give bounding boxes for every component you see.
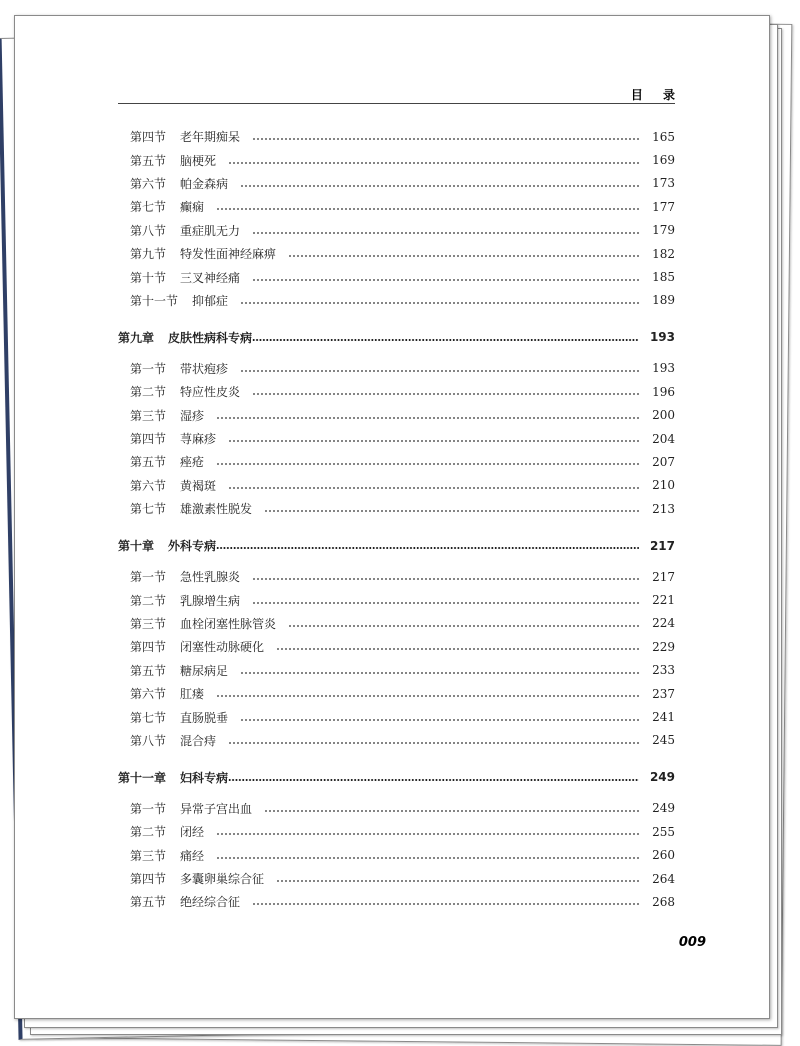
entry-number: 第五节 — [130, 455, 167, 470]
entry-number: 第四节 — [130, 640, 167, 655]
entry-title: 重症肌无力 — [180, 223, 241, 238]
toc-section-entry[interactable] — [118, 172, 675, 195]
entry-title: 外科专病 — [168, 539, 217, 554]
dot-leader — [216, 695, 639, 697]
toc-section-entry[interactable] — [118, 450, 675, 473]
toc-section-entry[interactable] — [118, 474, 675, 497]
entry-title: 痛经 — [180, 848, 205, 863]
dot-leader — [240, 370, 639, 372]
entry-page: 193 — [649, 330, 675, 345]
dot-leader — [252, 339, 639, 341]
entry-number: 第二节 — [130, 825, 167, 840]
toc-section-entry[interactable] — [118, 682, 675, 705]
toc-section-entry[interactable] — [118, 659, 675, 682]
entry-title: 痤疮 — [180, 455, 205, 470]
entry-number: 第十节 — [130, 270, 167, 285]
dot-leader — [216, 463, 639, 465]
toc-section-entry[interactable] — [118, 357, 675, 380]
entry-number: 第七节 — [130, 200, 167, 215]
entry-page: 245 — [652, 733, 675, 748]
entry-title: 乳腺增生病 — [180, 593, 241, 608]
entry-number: 第十一节 — [130, 293, 179, 308]
dot-leader — [240, 672, 639, 674]
dot-leader — [264, 510, 639, 512]
entry-number: 第五节 — [130, 895, 167, 910]
entry-page: 237 — [652, 686, 675, 701]
entry-number: 第七节 — [130, 710, 167, 725]
entry-number: 第二节 — [130, 385, 167, 400]
toc-section-entry[interactable] — [118, 219, 675, 242]
dot-leader — [264, 810, 639, 812]
entry-number: 第一节 — [130, 801, 167, 816]
entry-page: 241 — [652, 710, 675, 725]
entry-page: 200 — [652, 408, 675, 423]
dot-leader — [216, 208, 639, 210]
entry-number: 第三节 — [130, 848, 167, 863]
dot-leader — [240, 719, 639, 721]
entry-title: 血栓闭塞性脉管炎 — [180, 616, 277, 631]
entry-page: 264 — [652, 871, 675, 886]
toc-section-entry[interactable] — [118, 890, 675, 913]
entry-number: 第八节 — [130, 223, 167, 238]
entry-page: 217 — [649, 538, 675, 553]
entry-number: 第三节 — [130, 408, 167, 423]
entry-title: 荨麻疹 — [180, 432, 217, 447]
dot-leader — [276, 648, 639, 650]
toc-section-entry[interactable] — [118, 242, 675, 265]
entry-number: 第八节 — [130, 733, 167, 748]
dot-leader — [216, 417, 639, 419]
dot-leader — [228, 487, 639, 489]
entry-number: 第十一章 — [118, 770, 167, 785]
entry-page: 177 — [652, 199, 675, 214]
entry-title: 老年期痴呆 — [180, 130, 241, 145]
dot-leader — [252, 578, 639, 580]
entry-title: 直肠脱垂 — [180, 710, 229, 725]
entry-page: 173 — [652, 176, 675, 191]
entry-number: 第四节 — [130, 130, 167, 145]
entry-title: 癫痫 — [180, 200, 205, 215]
dot-leader — [216, 833, 639, 835]
entry-title: 妇科专病 — [180, 770, 229, 785]
entry-number: 第一节 — [130, 570, 167, 585]
entry-page: 169 — [652, 153, 675, 168]
entry-page: 207 — [652, 454, 675, 469]
toc-chapter-entry[interactable] — [118, 326, 675, 349]
dot-leader — [216, 547, 639, 549]
toc-section-entry[interactable] — [118, 635, 675, 658]
entry-title: 糖尿病足 — [180, 663, 229, 678]
dot-leader — [252, 232, 639, 234]
entry-page: 249 — [649, 770, 675, 785]
toc-chapter-entry[interactable] — [118, 766, 675, 789]
entry-title: 湿疹 — [180, 408, 205, 423]
dot-leader — [240, 185, 639, 187]
entry-page: 185 — [652, 270, 675, 285]
dot-leader — [252, 138, 639, 140]
toc-section-entry[interactable] — [118, 729, 675, 752]
dot-leader — [252, 602, 639, 604]
entry-number: 第六节 — [130, 478, 167, 493]
entry-page: 224 — [652, 616, 675, 631]
entry-page: 213 — [652, 501, 675, 516]
entry-title: 三叉神经痛 — [180, 270, 241, 285]
toc-section-entry[interactable] — [118, 797, 675, 820]
entry-page: 217 — [652, 569, 675, 584]
entry-number: 第三节 — [130, 616, 167, 631]
entry-page: 204 — [652, 431, 675, 446]
dot-leader — [228, 779, 639, 781]
toc-section-entry[interactable] — [118, 289, 675, 312]
toc-section-entry[interactable] — [118, 612, 675, 635]
entry-title: 带状疱疹 — [180, 361, 229, 376]
entry-title: 雄激素性脱发 — [180, 502, 253, 517]
entry-title: 黄褐斑 — [180, 478, 217, 493]
toc-section-entry[interactable] — [118, 565, 675, 588]
entry-number: 第九章 — [118, 330, 155, 345]
entry-title: 帕金森病 — [180, 176, 229, 191]
entry-number: 第七节 — [130, 502, 167, 517]
entry-number: 第四节 — [130, 872, 167, 887]
toc-section-entry[interactable] — [118, 497, 675, 520]
toc-section-entry[interactable] — [118, 820, 675, 843]
entry-page: 165 — [652, 129, 675, 144]
entry-page: 179 — [652, 223, 675, 238]
dot-leader — [288, 625, 639, 627]
dot-leader — [216, 857, 639, 859]
entry-number: 第一节 — [130, 361, 167, 376]
entry-title: 混合痔 — [180, 733, 217, 748]
entry-page: 268 — [652, 894, 675, 909]
dot-leader — [228, 440, 639, 442]
entry-page: 260 — [652, 848, 675, 863]
dot-leader — [252, 903, 639, 905]
entry-number: 第五节 — [130, 153, 167, 168]
entry-title: 多囊卵巢综合征 — [180, 872, 265, 887]
dot-leader — [252, 279, 639, 281]
entry-number: 第五节 — [130, 663, 167, 678]
entry-number: 第二节 — [130, 593, 167, 608]
entry-title: 抑郁症 — [192, 293, 229, 308]
entry-page: 233 — [652, 663, 675, 678]
toc-section-entry[interactable] — [118, 380, 675, 403]
entry-number: 第十章 — [118, 539, 155, 554]
header-title: 目 录 — [630, 88, 683, 102]
running-header — [118, 86, 683, 104]
toc-section-entry[interactable] — [118, 588, 675, 611]
entry-number: 第四节 — [130, 432, 167, 447]
toc-section-entry[interactable] — [118, 403, 675, 426]
dot-leader — [288, 255, 639, 257]
dot-leader — [228, 162, 639, 164]
toc-section-entry[interactable] — [118, 705, 675, 728]
toc-section-entry[interactable] — [118, 427, 675, 450]
entry-title: 急性乳腺炎 — [180, 570, 241, 585]
entry-page: 182 — [652, 246, 675, 261]
entry-page: 229 — [652, 639, 675, 654]
entry-number: 第六节 — [130, 176, 167, 191]
entry-title: 特发性面神经麻痹 — [180, 247, 277, 262]
entry-page: 221 — [652, 593, 675, 608]
toc-chapter-entry[interactable] — [118, 534, 675, 557]
entry-title: 绝经综合征 — [180, 895, 241, 910]
entry-page: 193 — [652, 361, 675, 376]
toc-section-entry[interactable] — [118, 844, 675, 867]
entry-title: 皮肤性病科专病 — [168, 330, 253, 345]
entry-title: 闭塞性动脉硬化 — [180, 640, 265, 655]
dot-leader — [228, 742, 639, 744]
entry-page: 255 — [652, 824, 675, 839]
entry-number: 第九节 — [130, 247, 167, 262]
entry-page: 189 — [652, 293, 675, 308]
entry-page: 249 — [652, 801, 675, 816]
entry-page: 196 — [652, 384, 675, 399]
dot-leader — [276, 880, 639, 882]
entry-title: 异常子宫出血 — [180, 801, 253, 816]
toc-section-entry[interactable] — [118, 195, 675, 218]
entry-title: 脑梗死 — [180, 153, 217, 168]
toc-section-entry[interactable] — [118, 265, 675, 288]
entry-title: 肛瘘 — [180, 687, 205, 702]
toc-section-entry[interactable] — [118, 148, 675, 171]
entry-page: 210 — [652, 478, 675, 493]
entry-title: 闭经 — [180, 825, 205, 840]
dot-leader — [252, 393, 639, 395]
dot-leader — [240, 302, 639, 304]
toc-section-entry[interactable] — [118, 125, 675, 148]
toc-section-entry[interactable] — [118, 867, 675, 890]
entry-number: 第六节 — [130, 687, 167, 702]
table-of-contents — [118, 125, 675, 914]
page-number: 009 — [678, 935, 706, 950]
entry-title: 特应性皮炎 — [180, 385, 241, 400]
